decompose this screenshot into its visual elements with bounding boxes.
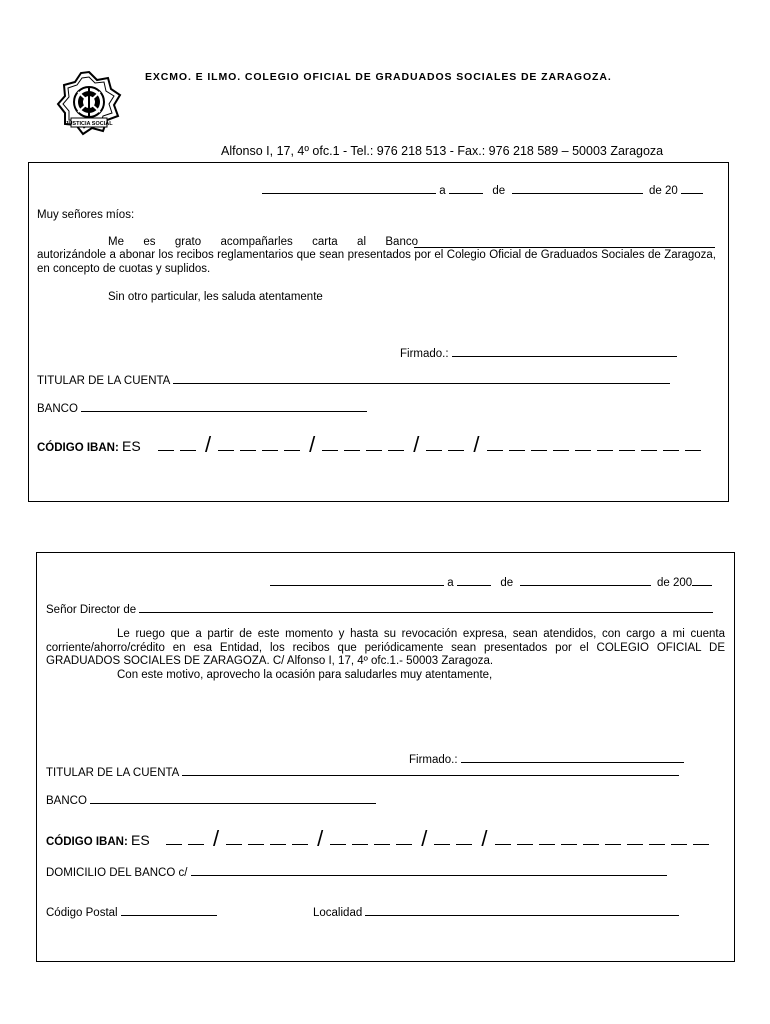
date-month-field[interactable]	[520, 574, 651, 586]
date-place-field[interactable]	[262, 182, 436, 194]
holder-label: TITULAR DE LA CUENTA	[37, 375, 170, 387]
bank-label: BANCO	[46, 795, 87, 807]
bank-address-label: DOMICILIO DEL BANCO c/	[46, 867, 188, 879]
greeting: Muy señores míos:	[37, 209, 135, 221]
postal-code-field[interactable]	[121, 904, 217, 916]
locality-field[interactable]	[365, 904, 679, 916]
holder-field[interactable]	[182, 764, 679, 776]
paragraph-2: Le ruego que a partir de este momento y hasta su revocación expresa, sean atendidos, con cargo a mi cuenta corriente/ahorro/crédito en esa Entidad, los recibos que periódicamente sean presentados por el COLEGIO OFICIAL DE GRADUADOS SOCIALES DE ZARAGOZA. C/ Alfonso I, 17, 4º ofc.1.- 50003 Zaragoza.	[46, 628, 725, 667]
date-line-2	[270, 574, 712, 589]
paragraph-1-start: Me es grato acompañarles carta al Banco	[108, 236, 418, 248]
date-year-label: de 20	[648, 185, 678, 197]
date-a-label: a	[447, 577, 454, 589]
address-line: Alfonso I, 17, 4º ofc.1 - Tel.: 976 218 513 - Fax.: 976 218 589 – 50003 Zaragoza	[221, 144, 664, 158]
postal-code-row	[46, 904, 217, 919]
date-line-1	[262, 182, 703, 197]
iban-row-1	[37, 438, 141, 454]
date-place-field[interactable]	[270, 574, 444, 586]
page-title: EXCMO. E ILMO. COLEGIO OFICIAL DE GRADUADOS SOCIALES DE ZARAGOZA.	[145, 71, 612, 83]
bank-field[interactable]	[90, 792, 376, 804]
signature-field[interactable]	[461, 751, 684, 763]
paragraph-1-rest: autorizándole a abonar los recibos reglamentarios que sean presentados por el Colegio Oficial de Graduados Sociales de Zaragoza, en concepto de cuotas y suplidos.	[37, 249, 716, 275]
signed-label: Firmado.:	[400, 348, 449, 360]
holder-field[interactable]	[173, 372, 670, 384]
bank-row-2	[46, 792, 376, 807]
paragraph-2-closing: Con este motivo, aprovecho la ocasión para saludarles muy atentamente,	[117, 669, 493, 681]
date-year-field[interactable]	[692, 574, 712, 586]
date-day-field[interactable]	[457, 574, 491, 586]
director-field[interactable]	[139, 601, 713, 613]
signature-field[interactable]	[452, 345, 677, 357]
holder-label: TITULAR DE LA CUENTA	[46, 767, 179, 779]
bank-label: BANCO	[37, 403, 78, 415]
locality-row	[313, 904, 679, 919]
postal-code-label: Código Postal	[46, 907, 118, 919]
date-day-field[interactable]	[449, 182, 483, 194]
logo-text: JUSTICIA SOCIAL	[65, 121, 113, 127]
iban-label: CÓDIGO IBAN:	[37, 442, 119, 454]
logo	[56, 70, 122, 136]
holder-row-1	[37, 372, 670, 387]
bank-field[interactable]	[81, 400, 367, 412]
signature-row-1	[400, 345, 677, 360]
date-de-label: de	[500, 577, 514, 589]
iban-row-2	[46, 832, 150, 848]
iban-label: CÓDIGO IBAN:	[46, 836, 128, 848]
closing-text: Sin otro particular, les saluda atentamente	[108, 291, 323, 303]
signed-label: Firmado.:	[409, 754, 458, 766]
seal-icon	[56, 70, 122, 136]
date-a-label: a	[439, 185, 446, 197]
bank-row-1	[37, 400, 367, 415]
bank-address-field[interactable]	[191, 864, 667, 876]
iban-field-1[interactable]: / / / /	[158, 436, 707, 455]
iban-country-code: ES	[121, 438, 141, 454]
iban-country-code: ES	[130, 832, 150, 848]
date-year-label: de 200	[656, 577, 693, 589]
bank-address-row	[46, 864, 667, 879]
date-de-label: de	[492, 185, 506, 197]
director-label: Señor Director de	[46, 604, 137, 616]
locality-label: Localidad	[313, 907, 363, 919]
date-month-field[interactable]	[512, 182, 643, 194]
director-row	[46, 601, 713, 616]
iban-field-2[interactable]: / / / /	[166, 830, 715, 849]
date-year-field[interactable]	[681, 182, 703, 194]
holder-row-2	[46, 764, 679, 779]
